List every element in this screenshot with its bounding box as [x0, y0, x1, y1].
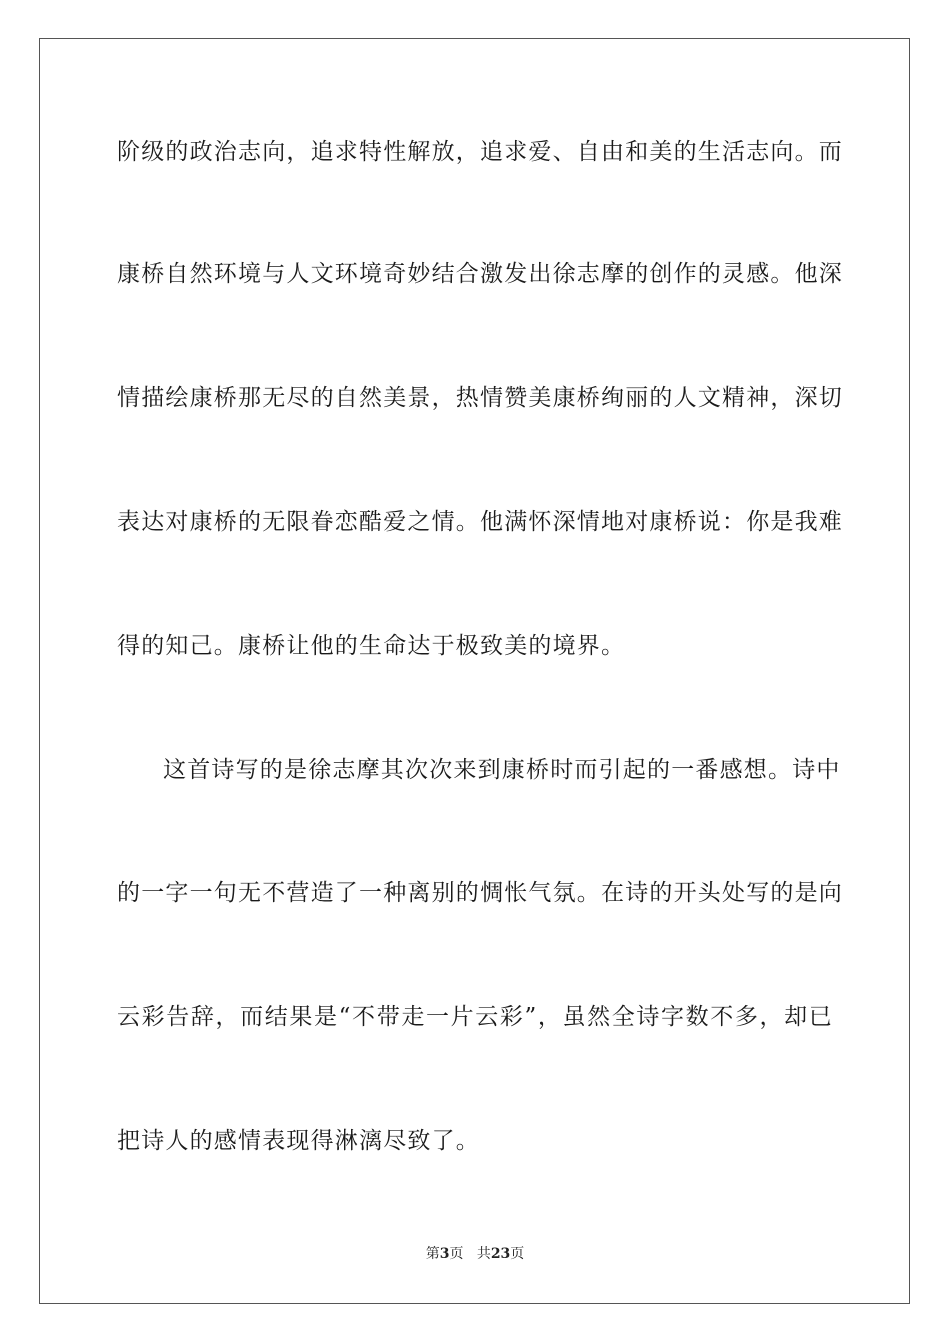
text-line: 云彩告辞，而结果是“不带走一片云彩”，虽然全诗字数不多，却已 [117, 1004, 833, 1030]
text-line: 把诗人的感情表现得淋漓尽致了。 [117, 1128, 480, 1154]
text-line: 阶级的政治志向，追求特性解放，追求爱、自由和美的生活志向。而 [117, 139, 843, 165]
text-line: 这首诗写的是徐志摩其次次来到康桥时而引起的一番感想。诗中 [163, 757, 841, 783]
page-suffix: 页 [449, 1246, 464, 1262]
total-suffix: 页 [510, 1246, 525, 1262]
total-pages: 23 [490, 1246, 511, 1262]
text-line: 情描绘康桥那无尽的自然美景，热情赞美康桥绚丽的人文精神，深切 [117, 385, 843, 411]
page-number: 3 [439, 1246, 450, 1262]
text-line: 得的知己。康桥让他的生命达于极致美的境界。 [117, 633, 626, 659]
text-line: 康桥自然环境与人文环境奇妙结合激发出徐志摩的创作的灵感。他深 [117, 261, 843, 287]
text-line: 表达对康桥的无限眷恋酷爱之情。他满怀深情地对康桥说：你是我难 [117, 509, 843, 535]
text-line: 的一字一句无不营造了一种离别的惆怅气氛。在诗的开头处写的是向 [117, 880, 843, 906]
total-prefix: 共 [476, 1246, 491, 1262]
page-footer [0, 1244, 950, 1264]
page-prefix: 第 [425, 1246, 440, 1262]
page-border [39, 38, 910, 1304]
